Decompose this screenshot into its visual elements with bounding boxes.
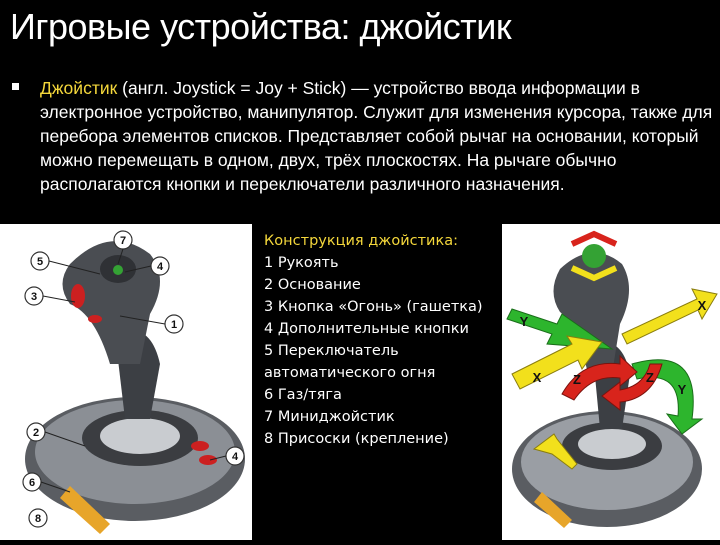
definition-paragraph	[40, 76, 720, 196]
callout-8: 8	[34, 513, 42, 525]
caption-item: 3 Кнопка «Огонь» (гашетка)	[264, 299, 483, 315]
construction-caption	[264, 230, 504, 450]
callout-4-top: 4	[156, 261, 164, 273]
caption-item: 7 Миниджойстик	[264, 409, 395, 425]
callout-5: 5	[36, 256, 44, 268]
axis-label: Z	[573, 372, 581, 387]
axis-label: Y	[519, 314, 529, 329]
caption-item: 5 Переключатель автоматического огня	[264, 343, 436, 381]
joystick-axes-image	[502, 224, 720, 540]
term-highlight: Джойстик	[40, 78, 118, 98]
callout-7: 7	[119, 235, 127, 247]
caption-item: 6 Газ/тяга	[264, 387, 342, 403]
axis-label: X	[532, 370, 542, 385]
caption-item: 1 Рукоять	[264, 255, 339, 271]
joystick-diagram-image	[0, 224, 252, 540]
callout-2: 2	[32, 427, 40, 439]
caption-item: 4 Дополнительные кнопки	[264, 321, 469, 337]
definition-text: (англ. Joystick = Joy + Stick) — устройство ввода информации в электронное устройство, манипулятор. Служит для изменения курсора, также для перебора элементов списков. Представляет собой рычаг на основании, который можно перемещать в одном, двух, трёх плоскостях. На рычаге обычно располагаются кнопки и переключатели различного назначения.	[40, 78, 713, 194]
callout-3: 3	[30, 291, 38, 303]
axis-label: Z	[646, 370, 654, 385]
joystick-illustration-icon	[0, 224, 252, 540]
axis-label: X	[697, 298, 707, 313]
callout-1: 1	[170, 319, 178, 331]
caption-item: 8 Присоски (крепление)	[264, 431, 449, 447]
caption-title: Конструкция джойстика:	[264, 233, 458, 249]
caption-item: 2 Основание	[264, 277, 361, 293]
bullet-square-icon	[12, 83, 19, 90]
callout-6: 6	[28, 477, 36, 489]
joystick-axes-illustration-icon	[502, 224, 720, 540]
slide-title: Игровые устройства: джойстик	[10, 6, 512, 47]
axis-label: Y	[677, 382, 687, 397]
callout-4-base: 4	[231, 451, 239, 463]
